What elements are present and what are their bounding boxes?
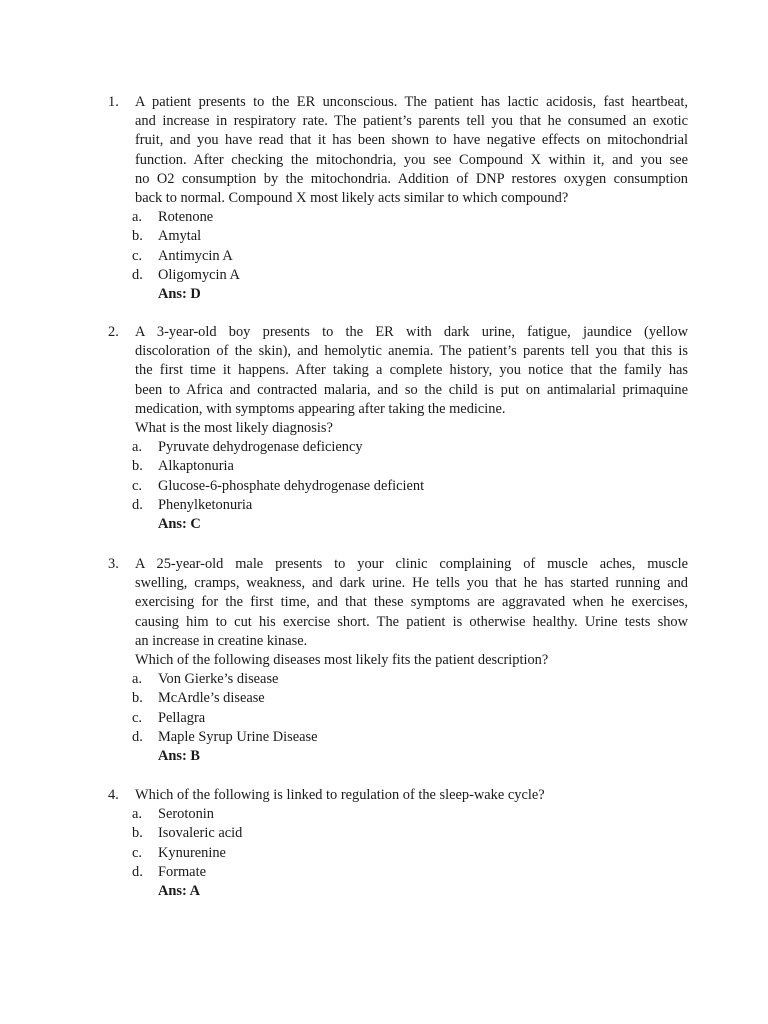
question-number: 1. — [108, 94, 119, 110]
option-text: Serotonin — [158, 806, 214, 823]
option-a — [132, 438, 688, 457]
answer-key: Ans: D — [158, 285, 201, 302]
option-a — [132, 208, 688, 227]
option-text: McArdle’s disease — [158, 690, 265, 707]
option-text: Maple Syrup Urine Disease — [158, 728, 318, 745]
option-b — [132, 689, 688, 708]
option-letter: c. — [132, 709, 142, 726]
question-line: medication, with symptoms appearing after taking the medicine. — [135, 400, 506, 417]
option-text: Alkaptonuria — [158, 458, 234, 475]
question-line: function. After checking the mitochondria, you see Compound X within it, and you see — [135, 151, 688, 168]
option-letter: b. — [132, 690, 143, 707]
option-b — [132, 227, 688, 246]
question-body — [132, 93, 688, 304]
option-text: Kynurenine — [158, 844, 226, 861]
option-c — [132, 247, 688, 266]
option-letter: c. — [132, 247, 142, 264]
question-line: causing him to cut his exercise short. The patient is otherwise healthy. Urine tests show — [135, 613, 688, 630]
option-text: Glucose-6-phosphate dehydrogenase deficient — [158, 477, 425, 494]
option-text: Amytal — [158, 228, 202, 245]
question-line: fruit, and you have read that it has been shown to have negative effects on mitochondrial — [135, 132, 688, 149]
option-a — [132, 670, 688, 689]
option-letter: a. — [132, 209, 142, 226]
option-text: Rotenone — [158, 209, 214, 226]
question-line: Which of the following is linked to regulation of the sleep-wake cycle? — [135, 787, 545, 803]
answer-key: Ans: B — [158, 747, 200, 764]
question-line: discoloration of the skin), and hemolytic anemia. The patient’s parents tell you that this is — [135, 343, 688, 360]
option-d — [132, 863, 688, 882]
option-text: Von Gierke’s disease — [158, 671, 279, 688]
question-line: no O2 consumption by the mitochondria. Addition of DNP restores oxygen consumption — [135, 170, 688, 187]
option-letter: d. — [132, 728, 143, 745]
option-c — [132, 709, 688, 728]
question-line: been to Africa and contracted malaria, and so the child is put on antimalarial primaquine — [135, 381, 688, 398]
question-number: 3. — [108, 556, 119, 572]
option-b — [132, 457, 688, 476]
question-number: 4. — [108, 787, 119, 803]
question-line: What is the most likely diagnosis? — [135, 419, 333, 436]
option-letter: d. — [132, 496, 143, 513]
option-text: Oligomycin A — [158, 266, 240, 283]
option-d — [132, 266, 688, 285]
question-body — [132, 323, 688, 534]
option-text: Formate — [158, 863, 206, 880]
option-letter: d. — [132, 863, 143, 880]
option-letter: b. — [132, 458, 143, 475]
answer-key: Ans: C — [158, 515, 201, 532]
question-body — [132, 786, 688, 901]
question-body — [132, 555, 688, 766]
question-line: and increase in respiratory rate. The patient’s parents tell you that he consumed an exotic — [135, 113, 688, 130]
option-letter: a. — [132, 671, 142, 688]
answer-key: Ans: A — [158, 882, 200, 899]
option-d — [132, 728, 688, 747]
question-line: A patient presents to the ER unconscious. The patient has lactic acidosis, fast heartbeat, — [135, 94, 688, 110]
option-text: Isovaleric acid — [158, 825, 243, 842]
option-letter: c. — [132, 844, 142, 861]
option-text: Phenylketonuria — [158, 496, 253, 513]
option-text: Pellagra — [158, 709, 206, 726]
option-c — [132, 477, 688, 496]
option-letter: d. — [132, 266, 143, 283]
option-letter: b. — [132, 825, 143, 842]
option-letter: b. — [132, 228, 143, 245]
question-line: Which of the following diseases most likely fits the patient description? — [135, 651, 549, 668]
question-line: the first time it happens. After taking a complete history, you notice that the family has — [135, 362, 688, 379]
option-letter: a. — [132, 806, 142, 823]
question-number: 2. — [108, 324, 119, 340]
option-d — [132, 496, 688, 515]
question-line: an increase in creatine kinase. — [135, 632, 308, 649]
question-line: A 3-year-old boy presents to the ER with dark urine, fatigue, jaundice (yellow — [135, 324, 688, 340]
option-letter: a. — [132, 439, 142, 456]
question-line: exercising for the first time, and that these symptoms are aggravated when he exercises, — [135, 594, 688, 611]
question-line: A 25-year-old male presents to your clinic complaining of muscle aches, muscle — [135, 556, 688, 572]
question-line: swelling, cramps, weakness, and dark urine. He tells you that he has started running and — [135, 575, 688, 592]
option-text: Pyruvate dehydrogenase deficiency — [158, 439, 363, 456]
option-text: Antimycin A — [158, 247, 233, 264]
option-letter: c. — [132, 477, 142, 494]
option-c — [132, 844, 688, 863]
question-line: back to normal. Compound X most likely acts similar to which compound? — [135, 189, 569, 206]
option-b — [132, 824, 688, 843]
option-a — [132, 805, 688, 824]
